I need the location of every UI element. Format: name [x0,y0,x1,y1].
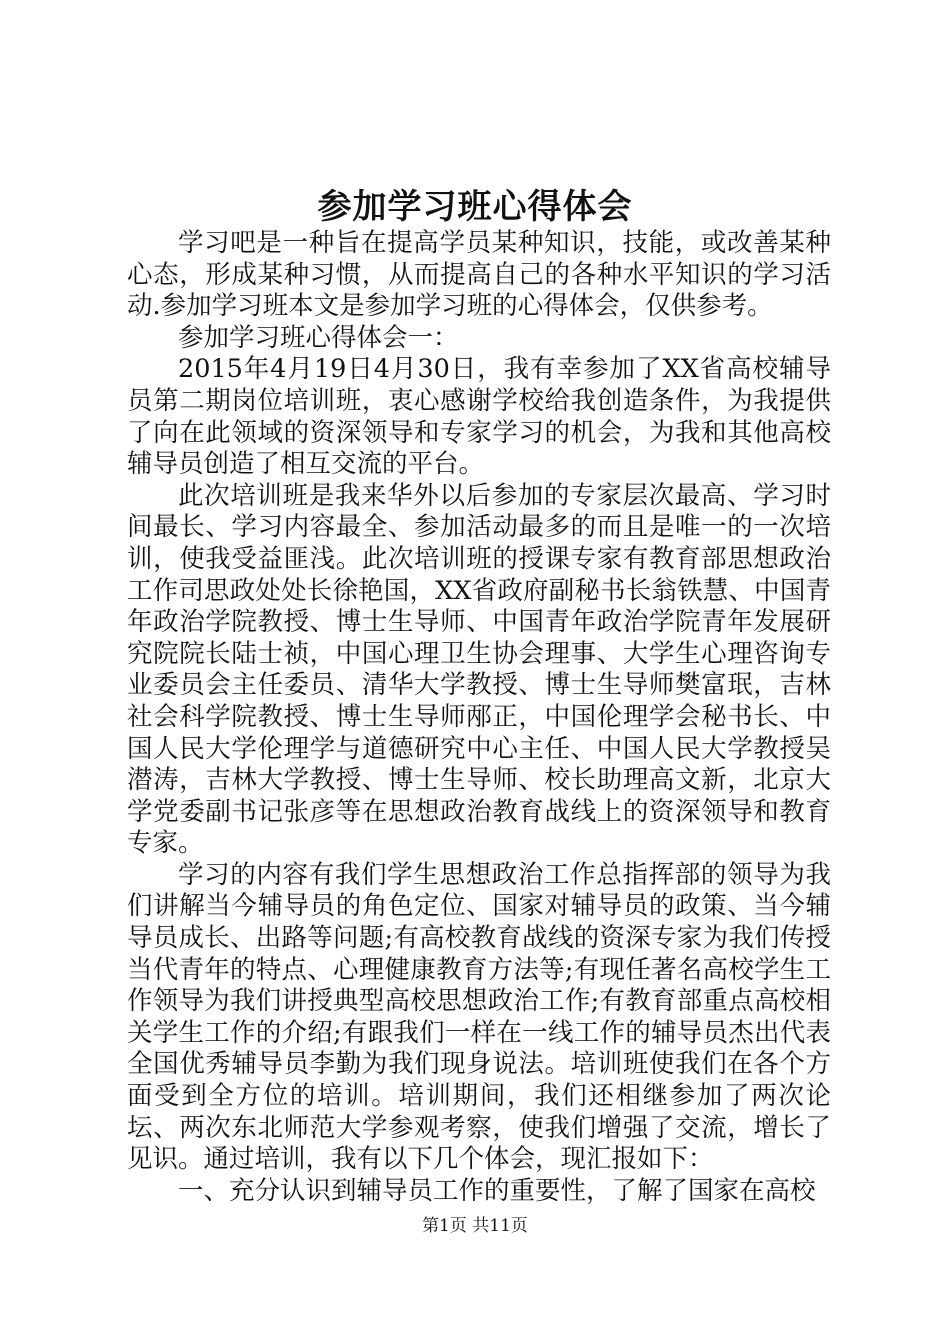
paragraph-training-experts: 此次培训班是我来华外以后参加的专家层次最高、学习时间最长、学习内容最全、参加活动最多的而且是唯一的一次培训，使我受益匪浅。此次培训班的授课专家有教育部思想政治工作司思政处处长徐艳国，XX省政府副秘书长翁铁慧、中国青年政治学院教授、博士生导师、中国青年政治学院青年发展研究院院长陆士祯，中国心理卫生协会理事、大学生心理咨询专业委员会主任委员、清华大学教授、博士生导师樊富珉，吉林社会科学院教授、博士生导师邴正，中国伦理学会秘书长、中国人民大学伦理学与道德研究中心主任、中国人民大学教授吴潜涛，吉林大学教授、博士生导师、校长助理高文新，北京大学党委副书记张彦等在思想政治教育战线上的资深领导和教育专家。 [127,480,831,859]
page-footer: 第1页 共11页 [422,1216,528,1236]
document-title: 参加学习班心得体会 [317,187,633,227]
paragraph-section-heading: 参加学习班心得体会一： [178,322,459,353]
document-body [127,228,831,1207]
paragraph-point-one: 一、充分认识到辅导员工作的重要性，了解了国家在高校 [178,1175,816,1206]
paragraph-training-content: 学习的内容有我们学生思想政治工作总指挥部的领导为我们讲解当今辅导员的角色定位、国家对辅导员的政策、当今辅导员成长、出路等问题;有高校教育战线的资深专家为我们传授当代青年的特点、心理健康教育方法等;有现任著名高校学生工作领导为我们讲授典型高校思想政治工作;有教育部重点高校相关学生工作的介绍;有跟我们一样在一线工作的辅导员杰出代表全国优秀辅导员李勤为我们现身说法。培训班使我们在各个方面受到全方位的培训。培训期间，我们还相继参加了两次论坛、两次东北师范大学参观考察，使我们增强了交流，增长了见识。通过培训，我有以下几个体会，现汇报如下： [127,859,831,1175]
paragraph-training-dates: 2015年4月19日4月30日，我有幸参加了XX省高校辅导员第二期岗位培训班，衷心感谢学校给我创造条件，为我提供了向在此领域的资深领导和专家学习的机会，为我和其他高校辅导员创造了相互交流的平台。 [127,354,831,480]
paragraph-intro: 学习吧是一种旨在提高学员某种知识，技能，或改善某种心态，形成某种习惯，从而提高自己的各种水平知识的学习活动.参加学习班本文是参加学习班的心得体会，仅供参考。 [127,228,831,322]
